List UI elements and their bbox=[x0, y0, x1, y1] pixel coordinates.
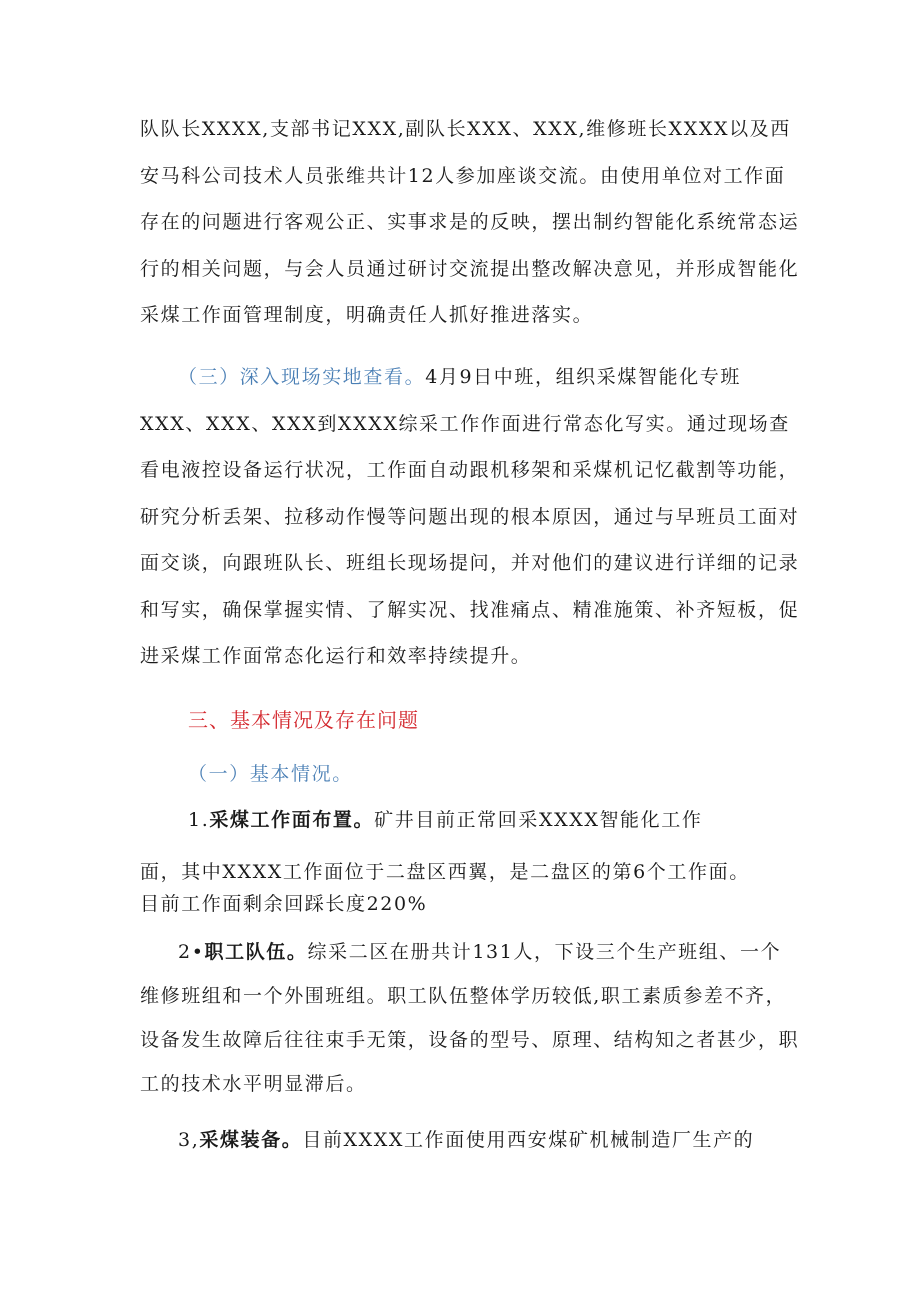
item-3-label: 采煤装备。 bbox=[199, 1129, 303, 1151]
item-3-number: 3, bbox=[178, 1129, 200, 1151]
item-2-text: 综采二区在册共计131人，下设三个生产班组、一个维修班组和一个外围班组。职工队伍整体学历较低,职工素质参差不齐，设备发生故障后往往束手无策，设备的型号、原理、结构知之者甚少，职工的技术水平明显滞后。 bbox=[140, 941, 800, 1095]
item-1-continuation bbox=[140, 856, 800, 920]
item-1-line-1 bbox=[188, 802, 800, 838]
item-1-line-2-text: 面，其中XXXX工作面位于二盘区西翼，是二盘区的第6个工作面。 bbox=[140, 861, 750, 883]
item-1-line-1-text: 矿井目前正常回采XXXX智能化工作 bbox=[374, 809, 703, 831]
subheading-site-inspection: （三）深入现场实地查看。 bbox=[178, 366, 426, 388]
item-1-line-3-text: 目前工作面剩余回踩长度220% bbox=[140, 893, 428, 915]
section-title-text: 三、基本情况及存在问题 bbox=[188, 708, 419, 732]
item-1-number: 1. bbox=[188, 809, 210, 831]
paragraph-participants-text: 队队长XXXX,支部书记XXX,副队长XXX、XXX,维修班长XXXX以及西安马科公司技术人员张维共计12人参加座谈交流。由使用单位对工作面存在的问题进行客观公正、实事求是的反映，摆出制约智能化系统常态运行的相关问题，与会人员通过研讨交流提出整改解决意见，并形成智能化采煤工作面管理制度，明确责任人抓好推进落实。 bbox=[140, 118, 800, 326]
subsection-title bbox=[188, 756, 800, 792]
item-2-number: 2• bbox=[178, 941, 205, 963]
paragraph-site-inspection-text: 4月9日中班，组织采煤智能化专班XXX、XXX、XXX到XXXX综采工作作面进行常态化写实。通过现场查看电液控设备运行状况，工作面自动跟机移架和采煤机记忆截割等功能，研究分析丢架、拉移动作慢等问题出现的根本原因，通过与早班员工面对面交谈，向跟班队长、班组长现场提问，并对他们的建议进行详细的记录和写实，确保掌握实情、了解实况、找准痛点、精准施策、补齐短板，促进采煤工作面常态化运行和效率持续提升。 bbox=[140, 366, 800, 667]
item-3-text: 目前XXXX工作面使用西安煤矿机械制造厂生产的 bbox=[302, 1129, 755, 1151]
paragraph-participants bbox=[140, 106, 800, 339]
paragraph-site-inspection bbox=[140, 354, 800, 680]
subsection-title-text: （一）基本情况。 bbox=[188, 763, 353, 785]
item-1-label: 采煤工作面布置。 bbox=[209, 809, 375, 831]
section-title bbox=[188, 702, 800, 739]
item-2-label: 职工队伍。 bbox=[204, 941, 308, 963]
paragraph-equipment bbox=[140, 1118, 800, 1162]
paragraph-workforce bbox=[140, 930, 800, 1106]
